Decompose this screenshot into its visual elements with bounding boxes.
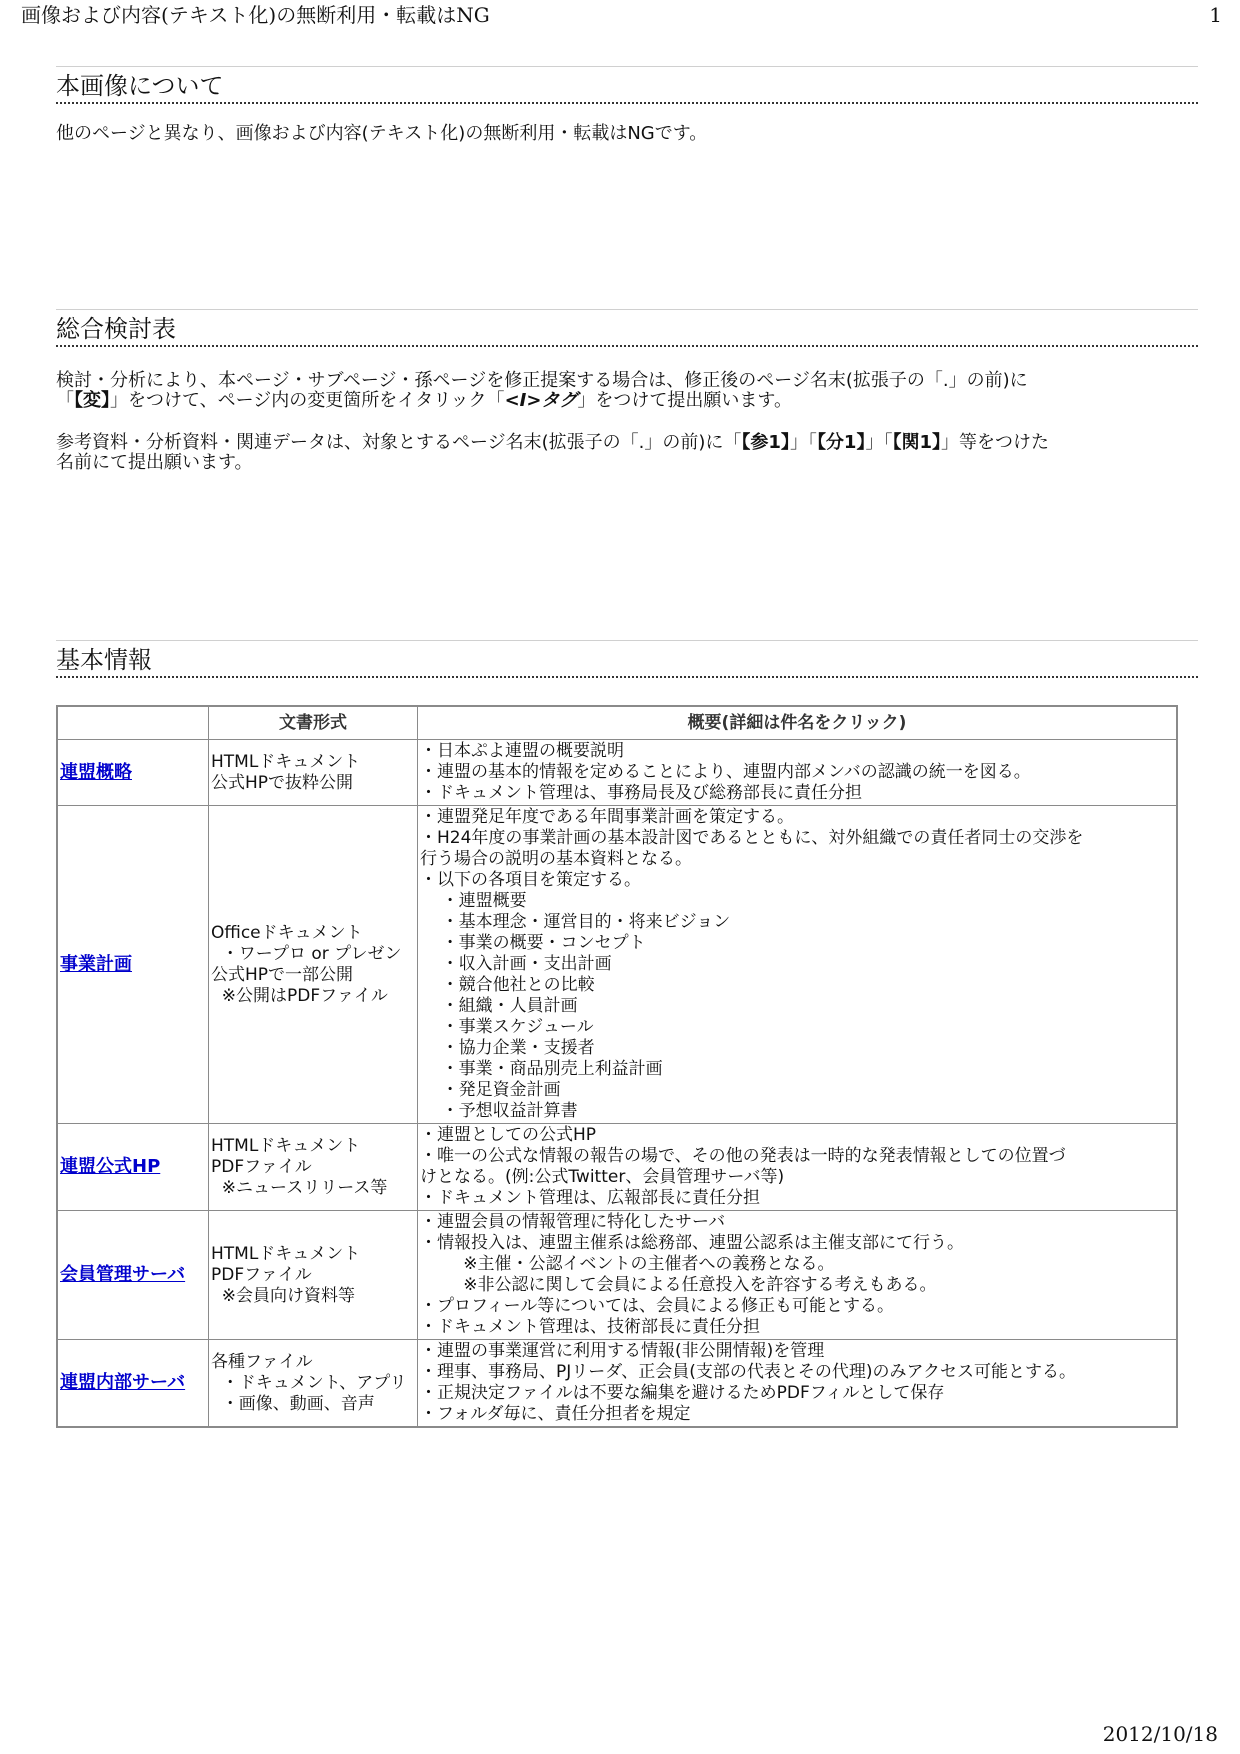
page-number: 1: [1209, 3, 1222, 27]
review-p2-bold-3: 【関1】: [892, 432, 941, 453]
summary-line: ・連盟概要: [420, 891, 527, 911]
row-name-link[interactable]: 連盟公式HP: [60, 1156, 161, 1177]
row-name-cell: [57, 1124, 209, 1211]
summary-line: ・正規決定ファイルは不要な編集を避けるためPDFフィルとして保存: [420, 1383, 945, 1403]
row-summary-cell: [418, 1211, 1178, 1340]
page-date: 2012/10/18: [1102, 1722, 1218, 1746]
summary-line: ・日本ぷよ連盟の概要説明: [420, 741, 624, 761]
summary-line: ・組織・人員計画: [420, 996, 578, 1016]
review-p1-bold: 【変】: [74, 390, 110, 411]
summary-line: ・事業スケジュール: [420, 1017, 594, 1037]
summary-line: ・発足資金計画: [420, 1080, 561, 1100]
review-paragraph-2: [56, 433, 1198, 473]
row-format-cell: [209, 1211, 418, 1340]
basic-info-table: [56, 705, 1178, 1428]
review-p1-mid: 」をつけて、ページ内の変更箇所をイタリック「: [110, 390, 505, 411]
review-p1-italic: <I>タグ: [504, 390, 578, 411]
row-summary-cell: [418, 740, 1178, 806]
summary-line: ・フォルダ毎に、責任分担者を規定: [420, 1404, 691, 1424]
summary-line: ・連盟の事業運営に利用する情報(非公開情報)を管理: [420, 1341, 825, 1361]
summary-line: ・H24年度の事業計画の基本設計図であるとともに、対外組織での責任者同士の交渉を: [420, 828, 1084, 848]
row-summary-cell: [418, 806, 1178, 1124]
summary-line: ・連盟の基本的情報を定めることにより、連盟内部メンバの認識の統一を図る。: [420, 762, 1031, 782]
summary-line: 行う場合の説明の基本資料となる。: [420, 849, 692, 869]
summary-line: ・連盟としての公式HP: [420, 1125, 597, 1145]
format-line: ※会員向け資料等: [211, 1285, 356, 1306]
format-line: 公式HPで一部公開: [211, 964, 354, 985]
summary-line: ・ドキュメント管理は、事務局長及び総務部長に責任分担: [420, 783, 862, 803]
table-row: [57, 1340, 1177, 1428]
format-line: 各種ファイル: [211, 1351, 313, 1372]
summary-line: ・連盟会員の情報管理に特化したサーバ: [420, 1212, 726, 1232]
review-p1-post: 」をつけて提出願います。: [577, 390, 792, 411]
section-heading-about: 本画像について: [56, 66, 1198, 104]
review-p2-pre: 参考資料・分析資料・関連データは、対象とするページ名末(拡張子の「.」の前)に「: [56, 432, 742, 453]
summary-line: ※主催・公認イベントの主催者への義務となる。: [420, 1254, 835, 1274]
header-name: [57, 706, 209, 740]
summary-line: ・唯一の公式な情報の報告の場で、その他の発表は一時的な発表情報としての位置づ: [420, 1146, 1066, 1166]
summary-line: ※非公認に関して会員による任意投入を許容する考えもある。: [420, 1275, 937, 1295]
format-line: PDFファイル: [211, 1156, 312, 1177]
review-p2-bold-1: 【参1】: [741, 432, 790, 453]
summary-line: けとなる。(例:公式Twitter、会員管理サーバ等): [420, 1167, 785, 1187]
header-format: 文書形式: [209, 706, 418, 740]
table-header-row: [57, 706, 1177, 740]
section-about: [56, 66, 1198, 144]
format-line: ※ニュースリリース等: [211, 1177, 388, 1198]
table-row: [57, 1211, 1177, 1340]
review-p2-post: 」等をつけた: [941, 432, 1049, 453]
row-format-cell: [209, 806, 418, 1124]
table-row: [57, 740, 1177, 806]
summary-line: ・理事、事務局、PJリーダ、正会員(支部の代表とその代理)のみアクセス可能とする。: [420, 1362, 1076, 1382]
row-name-link[interactable]: 事業計画: [60, 953, 132, 975]
review-p2-mid-2: 」「: [865, 432, 893, 453]
row-name-link[interactable]: 連盟内部サーバ: [60, 1372, 186, 1393]
about-body: 他のページと異なり、画像および内容(テキスト化)の無断利用・転載はNGです。: [56, 123, 708, 144]
summary-line: ・連盟発足年度である年間事業計画を策定する。: [420, 807, 794, 827]
review-p1-line1: 検討・分析により、本ページ・サブページ・孫ページを修正提案する場合は、修正後のページ名末(拡張子の「.」の前)に: [56, 370, 1028, 391]
row-summary-cell: [418, 1124, 1178, 1211]
row-name-cell: [57, 1211, 209, 1340]
review-p2-mid-1: 」「: [789, 432, 817, 453]
summary-line: ・ドキュメント管理は、技術部長に責任分担: [420, 1317, 760, 1337]
format-line: ・ワープロ or プレゼン: [211, 943, 402, 964]
section-basic: [56, 640, 1198, 678]
format-line: ・画像、動画、音声: [211, 1393, 375, 1414]
summary-line: ・ドキュメント管理は、広報部長に責任分担: [420, 1188, 760, 1208]
section-heading-basic: 基本情報: [56, 640, 1198, 678]
format-line: 公式HPで抜粋公開: [211, 772, 354, 793]
summary-line: ・協力企業・支援者: [420, 1038, 595, 1058]
row-format-cell: [209, 740, 418, 806]
row-name-link[interactable]: 会員管理サーバ: [60, 1264, 186, 1285]
format-line: HTMLドキュメント: [211, 1243, 361, 1264]
format-line: Officeドキュメント: [211, 922, 363, 943]
summary-line: ・競合他社との比較: [420, 975, 595, 995]
row-name-link[interactable]: 連盟概略: [60, 761, 132, 783]
format-line: ※公開はPDFファイル: [211, 985, 388, 1006]
format-line: HTMLドキュメント: [211, 751, 361, 772]
table-row: [57, 1124, 1177, 1211]
row-name-cell: [57, 1340, 209, 1428]
row-format-cell: [209, 1124, 418, 1211]
table-row: [57, 806, 1177, 1124]
format-line: PDFファイル: [211, 1264, 312, 1285]
row-name-cell: [57, 806, 209, 1124]
summary-line: ・以下の各項目を策定する。: [420, 870, 641, 890]
row-summary-cell: [418, 1340, 1178, 1428]
format-line: ・ドキュメント、アプリ: [211, 1372, 407, 1393]
summary-line: ・プロフィール等については、会員による修正も可能とする。: [420, 1296, 894, 1316]
header-summary: 概要(詳細は件名をクリック): [418, 706, 1178, 740]
section-heading-review: 総合検討表: [56, 309, 1198, 347]
header-title: 画像および内容(テキスト化)の無断利用・転載はNG: [21, 3, 490, 27]
review-paragraph-1: [56, 371, 1198, 411]
review-p2-bold-2: 【分1】: [816, 432, 866, 453]
summary-line: ・基本理念・運営目的・将来ビジョン: [420, 912, 731, 932]
format-line: HTMLドキュメント: [211, 1135, 361, 1156]
row-name-cell: [57, 740, 209, 806]
summary-line: ・事業・商品別売上利益計画: [420, 1059, 663, 1079]
row-format-cell: [209, 1340, 418, 1428]
section-review: [56, 309, 1198, 473]
summary-line: ・事業の概要・コンセプト: [420, 933, 646, 953]
review-p2-line2: 名前にて提出願います。: [56, 452, 253, 473]
summary-line: ・予想収益計算書: [420, 1101, 578, 1121]
review-p1-pre: 「: [56, 390, 74, 411]
summary-line: ・収入計画・支出計画: [420, 954, 612, 974]
summary-line: ・情報投入は、連盟主催系は総務部、連盟公認系は主催支部にて行う。: [420, 1233, 964, 1253]
